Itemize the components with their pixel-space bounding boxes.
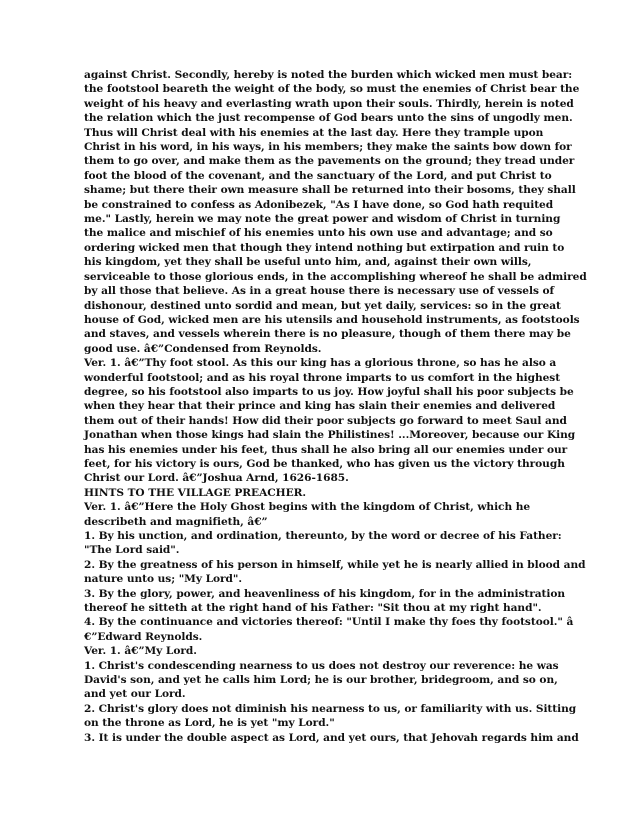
text-line: "The Lord said". — [84, 544, 180, 557]
text-line: nature unto us; "My Lord". — [84, 573, 242, 586]
text-line: them to go over, and make them as the pavements on the ground; they tread under — [84, 155, 575, 168]
text-line: against Christ. Secondly, hereby is noted the burden which wicked men must bear: — [84, 69, 573, 81]
text-line: Ver. 1. â€”Thy foot stool. As this our king has a glorious throne, so has he also a — [84, 357, 557, 370]
text-line: Ver. 1. â€”Here the Holy Ghost begins with the kingdom of Christ, which he — [84, 501, 531, 514]
text-line: 4. By the continuance and victories thereof: "Until I make thy foes thy footstool." â — [84, 616, 574, 629]
text-line: Christ in his word, in his ways, in his members; they make the saints bow down for — [84, 141, 572, 154]
text-line: wonderful footstool; and as his royal throne imparts to us comfort in the highest — [84, 371, 561, 384]
text-line: 2. Christ's glory does not diminish his nearness to us, or familiarity with us. Sitting — [84, 702, 577, 715]
text-line: 3. It is under the double aspect as Lord, and yet ours, that Jehovah regards him and — [84, 731, 579, 744]
text-line: by all those that believe. As in a great house there is necessary use of vessels of — [84, 285, 555, 298]
text-line: and staves, and vessels wherein there is no pleasure, though of them there may be — [84, 328, 571, 341]
document-page — [84, 68, 587, 745]
text-line: good use. â€”Condensed from Reynolds. — [84, 342, 322, 355]
text-line: feet, for his victory is ours, God be thanked, who has given us the victory through — [84, 457, 565, 470]
text-line: thereof he sitteth at the right hand of his Father: "Sit thou at my right hand". — [84, 602, 542, 615]
text-line: me." Lastly, herein we may note the great power and wisdom of Christ in turning — [84, 213, 561, 226]
text-line: David's son, and yet he calls him Lord; he is our brother, bridegroom, and so on, — [84, 674, 558, 687]
text-line: and yet our Lord. — [84, 688, 186, 701]
text-line: the malice and mischief of his enemies unto his own use and advantage; and so — [84, 227, 553, 240]
text-line: has his enemies under his feet, thus shall he also bring all our enemies under our — [84, 443, 568, 456]
text-line: foot the blood of the covenant, and the sanctuary of the Lord, and put Christ to — [84, 169, 552, 182]
text-line: €”Edward Reynolds. — [84, 630, 203, 643]
text-line: them out of their hands! How did their poor subjects go forward to meet Saul and — [84, 414, 567, 427]
text-line: Christ our Lord. â€”Joshua Arnd, 1626-1685. — [84, 472, 349, 485]
text-line: Thus will Christ deal with his enemies at the last day. Here they trample upon — [84, 126, 544, 139]
text-line: house of God, wicked men are his utensils and household instruments, as footstools — [84, 313, 580, 326]
text-line: his kingdom, yet they shall be useful unto him, and, against their own wills, — [84, 256, 532, 269]
text-line: degree, so his footstool also imparts to us joy. How joyful shall his poor subjects be — [84, 385, 574, 398]
text-line: when they hear that their prince and king has slain their enemies and delivered — [84, 400, 556, 413]
text-line: serviceable to those glorious ends, in the accomplishing whereof he shall be admired — [84, 270, 587, 283]
text-line: dishonour, destined unto sordid and mean, but yet daily, services: so in the great — [84, 299, 561, 312]
text-line: describeth and magnifieth, â€” — [84, 515, 268, 528]
text-line: be constrained to confess as Adonibezek, "As I have done, so God hath requited — [84, 198, 554, 211]
section-heading: HINTS TO THE VILLAGE PREACHER. — [84, 486, 306, 499]
text-line: Ver. 1. â€”My Lord. — [84, 645, 197, 658]
text-line: the relation which the just recompense of God bears unto the sins of ungodly men. — [84, 112, 573, 125]
text-line: shame; but there their own measure shall be returned into their bosoms, they shall — [84, 184, 576, 197]
text-line: 3. By the glory, power, and heavenliness of his kingdom, for in the administration — [84, 587, 566, 600]
text-line: on the throne as Lord, he is yet "my Lord." — [84, 717, 335, 730]
text-line: weight of his heavy and everlasting wrath upon their souls. Thirdly, herein is noted — [84, 97, 574, 110]
text-line: 1. Christ's condescending nearness to us does not destroy our reverence: he was — [84, 659, 559, 672]
text-line: 2. By the greatness of his person in himself, while yet he is nearly allied in blood and — [84, 558, 586, 571]
text-line: ordering wicked men that though they intend nothing but extirpation and ruin to — [84, 241, 565, 254]
text-line: 1. By his unction, and ordination, thereunto, by the word or decree of his Father: — [84, 530, 562, 542]
text-line: Jonathan when those kings had slain the Philistines! ...Moreover, because our King — [84, 429, 576, 442]
text-line: the footstool beareth the weight of the body, so must the enemies of Christ bear the — [84, 83, 580, 96]
